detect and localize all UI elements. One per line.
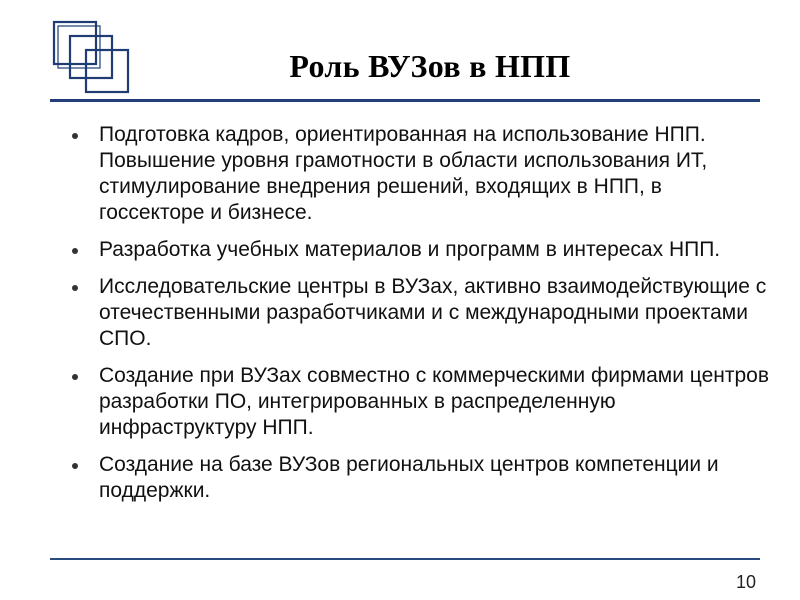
page-title: Роль ВУЗов в НПП <box>289 48 571 84</box>
bullet-dot-icon <box>72 248 78 254</box>
bullet-text: Создание на базе ВУЗов региональных центров компетенции и поддержки. <box>99 453 719 502</box>
overlapping-squares-icon <box>50 18 140 98</box>
list-item <box>72 122 772 226</box>
title-divider <box>50 99 760 102</box>
bullet-text: Разработка учебных материалов и программ в интересах НПП. <box>99 238 721 261</box>
bullet-dot-icon <box>72 285 78 291</box>
list-item <box>72 274 772 352</box>
bullet-text: Подготовка кадров, ориентированная на использование НПП. Повышение уровня грамотности в области использования ИТ, стимулирование внедрения решений, входящих в НПП, в госсекторе и бизнесе. <box>99 123 708 224</box>
bullet-dot-icon <box>72 374 78 380</box>
list-item <box>72 237 772 263</box>
bullet-text: Создание при ВУЗах совместно с коммерческими фирмами центров разработки ПО, интегрированных в распределенную инфраструктуру НПП. <box>99 364 769 439</box>
footer-divider <box>50 558 760 560</box>
page-number: 10 <box>735 572 756 592</box>
bullet-text: Исследовательские центры в ВУЗах, активно взаимодействующие с отечественными разработчиками и с международными проектами СПО. <box>99 275 767 350</box>
list-item <box>72 452 772 504</box>
list-item <box>72 363 772 441</box>
bullet-list <box>72 122 772 515</box>
bullet-dot-icon <box>72 463 78 469</box>
bullet-dot-icon <box>72 133 78 139</box>
